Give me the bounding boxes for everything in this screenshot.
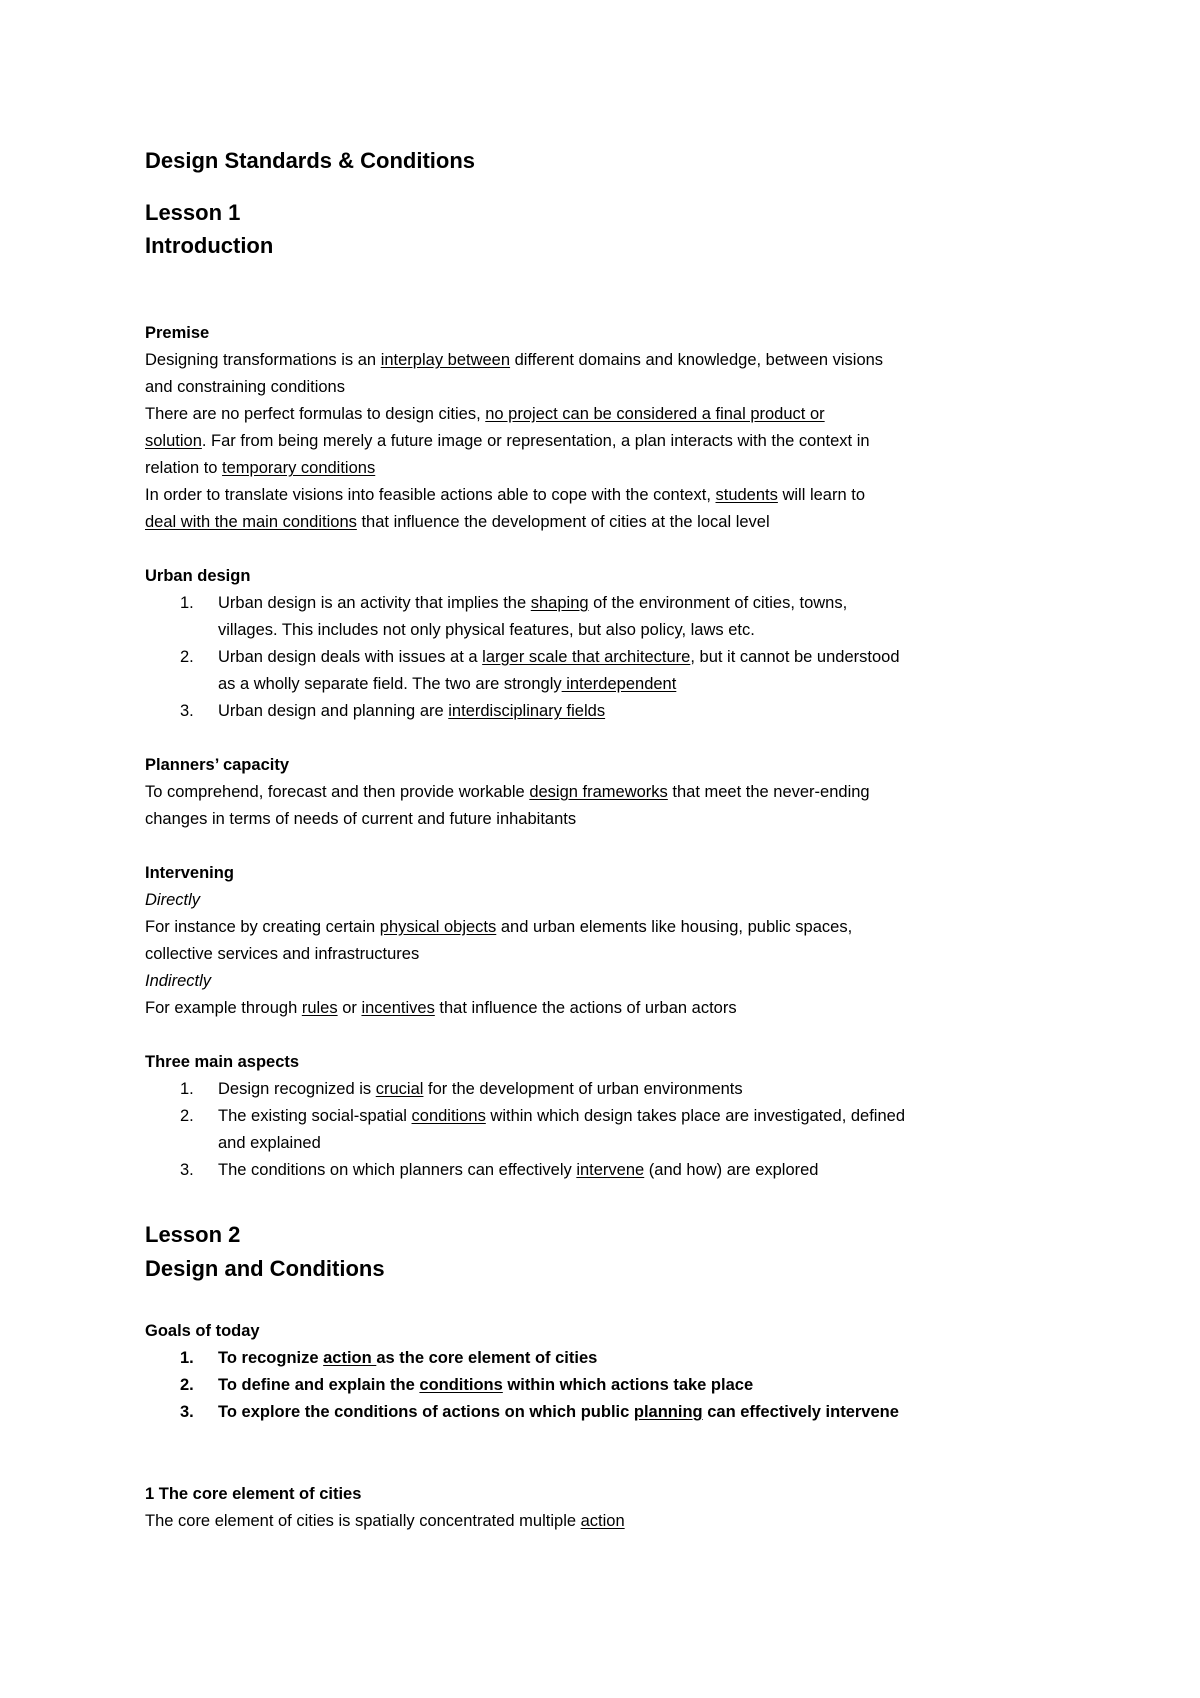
directly-label: Directly [145,891,201,909]
premise-line: There are no perfect formulas to design cities, no project can be considered a final product or [145,405,825,423]
list-number: 3. [180,702,194,720]
three-aspects-heading: Three main aspects [145,1053,300,1071]
list-number: 1. [180,594,194,612]
indirectly-label: Indirectly [145,972,212,990]
planners-capacity-heading: Planners’ capacity [145,756,289,774]
list-number: 2. [180,648,194,666]
list-item: To explore the conditions of actions on which public planning can effectively intervene [218,1403,899,1421]
core-element-line: The core element of cities is spatially concentrated multiple action [145,1512,625,1530]
premise-line: solution. Far from being merely a future image or representation, a plan interacts with the context in [145,432,870,450]
premise-line: deal with the main conditions that influence the development of cities at the local level [145,513,770,531]
lesson-1-label: Lesson 1 [145,200,241,225]
list-number: 1. [180,1349,194,1367]
urban-design-heading: Urban design [145,567,251,585]
intervening-line: collective services and infrastructures [145,945,420,963]
list-item: as a wholly separate field. The two are strongly interdependent [218,675,677,693]
list-item: To recognize action as the core element of cities [218,1349,598,1367]
premise-line: Designing transformations is an interplay between different domains and knowledge, between visions [145,351,884,369]
list-number: 3. [180,1161,194,1179]
core-element-heading: 1 The core element of cities [145,1485,362,1503]
list-item: The conditions on which planners can effectively intervene (and how) are explored [218,1161,819,1179]
document-title: Design Standards & Conditions [145,148,476,173]
list-item: Urban design deals with issues at a larger scale that architecture, but it cannot be understood [218,648,900,666]
list-item: The existing social-spatial conditions within which design takes place are investigated, defined [218,1107,905,1125]
list-item: To define and explain the conditions within which actions take place [218,1376,754,1394]
intervening-heading: Intervening [145,864,234,882]
intervening-line: For instance by creating certain physical objects and urban elements like housing, public spaces, [145,918,853,936]
list-number: 3. [180,1403,194,1421]
list-item: and explained [218,1134,321,1152]
list-item: Design recognized is crucial for the development of urban environments [218,1080,743,1098]
list-item: villages. This includes not only physical features, but also policy, laws etc. [218,621,755,639]
intervening-line: For example through rules or incentives that influence the actions of urban actors [145,999,737,1017]
list-item: Urban design and planning are interdisciplinary fields [218,702,606,720]
planners-line: To comprehend, forecast and then provide workable design frameworks that meet the never-ending [145,783,870,801]
list-number: 2. [180,1107,194,1125]
list-number: 1. [180,1080,194,1098]
list-number: 2. [180,1376,194,1394]
lesson-2-label: Lesson 2 [145,1222,241,1247]
lesson-2-heading: Design and Conditions [145,1256,385,1281]
premise-line: In order to translate visions into feasible actions able to cope with the context, students will learn to [145,486,865,504]
goals-heading: Goals of today [145,1322,260,1340]
lesson-1-heading: Introduction [145,233,274,258]
list-item: Urban design is an activity that implies the shaping of the environment of cities, towns, [218,594,848,612]
planners-line: changes in terms of needs of current and future inhabitants [145,810,577,828]
premise-line: and constraining conditions [145,378,345,396]
document-page [145,0,1090,1698]
premise-heading: Premise [145,324,210,342]
premise-line: relation to temporary conditions [145,459,376,477]
